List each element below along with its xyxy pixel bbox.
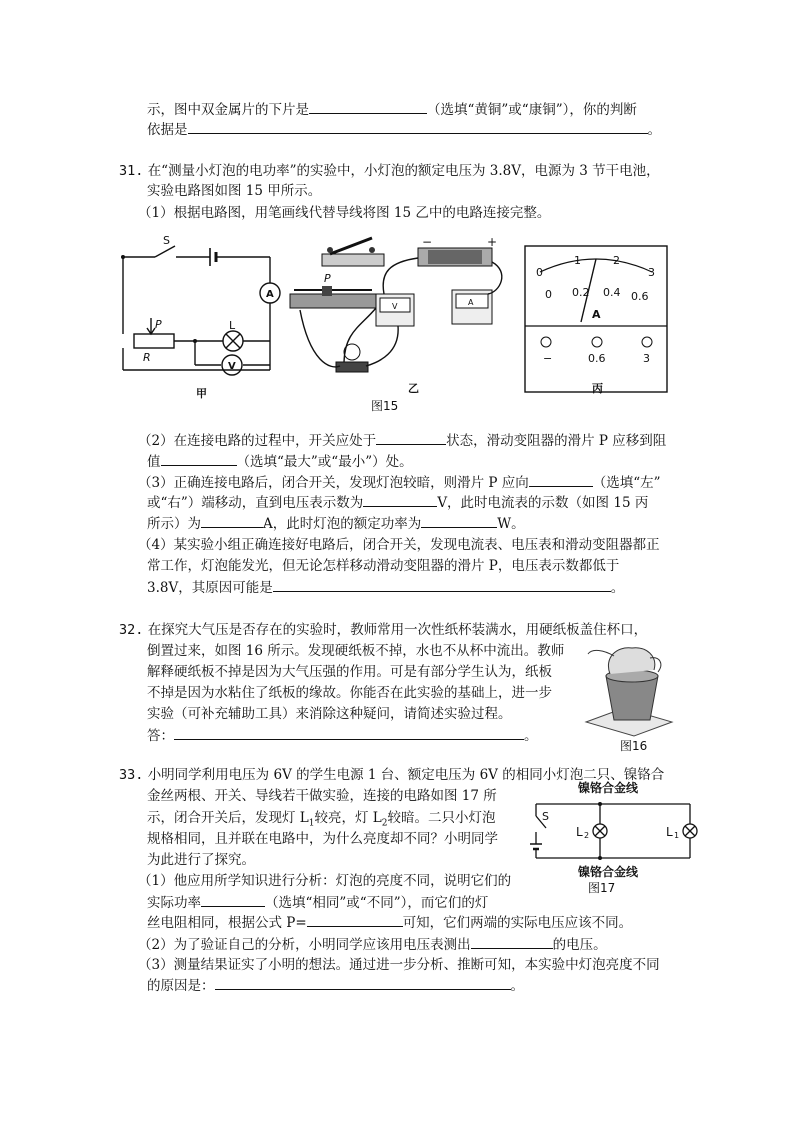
fig17-lamp-l1-sub: 1	[674, 831, 680, 840]
q32-line-1	[119, 620, 647, 640]
q33-part1-text-b: 实际功率	[147, 895, 201, 911]
q32-text-3: 解释硬纸板不掉是因为大气压强的作用。可是有部分学生认为，纸板	[147, 664, 552, 680]
battery-plus-label: +	[487, 235, 498, 249]
terminal-0-6: 0.6	[588, 352, 606, 365]
prev-line-1	[147, 99, 637, 120]
q33-text-5: 为此进行了探究。	[147, 852, 255, 868]
answer-blank-experiment[interactable]	[174, 725, 524, 740]
q33-text-3b: 较亮，灯 L	[314, 810, 382, 826]
q32-text-1: 在探究大气压是否存在的实验时，教师常用一次性纸杯装满水，用硬纸板盖住杯口，	[147, 622, 648, 638]
ammeter-label: A	[468, 298, 474, 307]
q33-text-1: 小明同学利用电压为 6V 的学生电源 1 台、额定电压为 6V 的相同小灯泡二只、镍铬合	[147, 767, 665, 783]
sub-label-jia: 甲	[196, 387, 207, 400]
dial-top-0: 0	[536, 266, 543, 279]
apparatus-yi	[290, 235, 502, 372]
prev-text-1a: 示，图中双金属片的下片是	[147, 102, 309, 118]
fig17-wire-bottom: 镍铬合金线	[578, 865, 639, 879]
sub-label-yi: 乙	[408, 382, 419, 395]
answer-blank-reason-low-voltage[interactable]	[273, 577, 611, 592]
label-switch-s: S	[163, 234, 170, 247]
answer-blank-measure-target[interactable]	[471, 934, 553, 949]
battery-minus-label: −	[422, 235, 433, 249]
prev-text-2a: 依据是	[147, 122, 188, 138]
answer-blank-actual-power[interactable]	[201, 892, 265, 907]
q31-part3-text-b: （选填“左”	[592, 475, 661, 491]
q31-part3-text-e: 所示）为	[147, 516, 201, 532]
fig17-wire-top: 镍铬合金线	[578, 781, 639, 795]
q33-part1-line3	[147, 912, 632, 933]
figure-17	[520, 778, 700, 898]
q31-part4-text-a: （4）某实验小组正确连接好电路后，闭合开关，发现电流表、电压表和滑动变阻器都正	[138, 537, 660, 553]
dial-top-3: 3	[648, 266, 655, 279]
q33-part3-text-b: 的原因是：	[147, 978, 215, 994]
q31-number: 31.	[119, 163, 144, 179]
q31-text-1: 在“测量小灯泡的电功率”的实验中，小灯泡的额定电压为 3.8V，电源为 3 节干电池，	[147, 163, 660, 179]
q33-part1-text-d: 丝电阻相同，根据公式 P=	[147, 915, 307, 931]
figure-15-caption: 图15	[371, 399, 399, 413]
q31-part4-line3	[147, 577, 624, 598]
q31-line-2	[147, 181, 321, 201]
answer-blank-resistance[interactable]	[161, 451, 237, 466]
answer-blank-formula[interactable]	[307, 912, 403, 927]
q32-text-4: 不掉是因为水粘住了纸板的缘故。你能否在此实验的基础上，进一步	[147, 685, 552, 701]
answer-blank-switch-state[interactable]	[376, 430, 446, 445]
q31-part2-text-a: （2）在连接电路的过程中，开关应处于	[138, 433, 377, 449]
dial-bottom-0-4: 0.4	[603, 286, 621, 299]
q31-part2-line1	[138, 430, 666, 451]
answer-blank-reason[interactable]	[188, 119, 648, 134]
q33-text-3c: 较暗。二只小灯泡	[387, 810, 496, 826]
answer-blank-direction[interactable]	[529, 472, 593, 487]
dial-bottom-0-6: 0.6	[631, 290, 649, 303]
q33-part1-line1	[138, 871, 511, 891]
q31-line-1	[119, 161, 660, 181]
q31-part3-line3	[147, 513, 525, 534]
q33-part1-text-c: （选填“相同”或“不同”），而它们的灯	[265, 895, 489, 911]
q33-part1-line2	[147, 892, 488, 913]
q31-part2-line2	[147, 451, 413, 472]
fig17-lamp-l2: L	[576, 825, 583, 839]
q31-part4-period: 。	[610, 580, 625, 596]
q33-line-4	[147, 829, 498, 849]
ammeter-dial-bing	[525, 246, 667, 392]
dial-unit-a: A	[592, 308, 601, 321]
q32-number: 32.	[119, 622, 144, 638]
q33-part3-period: 。	[510, 978, 524, 994]
q33-part1-text-e: 可知，它们两端的实际电压应该不同。	[402, 915, 633, 931]
voltmeter-label: V	[392, 302, 398, 311]
q31-text-2: 实验电路图如图 15 甲所示。	[147, 183, 322, 199]
q33-part3-line1	[138, 955, 660, 975]
q31-part3-line1	[138, 472, 661, 493]
voltmeter-symbol-label: V	[228, 361, 236, 372]
fig17-lamp-l1: L	[666, 825, 673, 839]
q31-part4-text-c: 3.8V，其原因可能是	[147, 580, 273, 596]
subscript-1: 1	[308, 818, 315, 829]
q31-part4-text-b: 常工作，灯泡能发光，但无论怎样移动滑动变阻器的滑片 P，电压表示数都低于	[147, 558, 620, 574]
q31-part1-text: （1）根据电路图，用笔画线代替导线将图 15 乙中的电路连接完整。	[138, 205, 551, 221]
q31-part2-text-d: （选填“最大”或“最小”）处。	[236, 454, 413, 470]
answer-blank-voltage[interactable]	[363, 492, 437, 507]
q31-part1	[138, 203, 550, 223]
q33-part2-text-a: （2）为了验证自己的分析，小明同学应该用电压表测出	[138, 937, 471, 953]
q33-number: 33.	[119, 767, 144, 783]
q31-part3-line2	[147, 492, 648, 513]
q31-part4-line2	[147, 556, 619, 576]
subscript-2: 2	[381, 818, 388, 829]
q33-line-2	[147, 786, 497, 806]
junction-dot	[193, 339, 197, 343]
q32-line-4	[147, 683, 552, 703]
q31-part3-text-c: 或“右”）端移动，直到电压表示数为	[147, 495, 364, 511]
q31-part4-line1	[138, 535, 660, 555]
q32-answer-label: 答：	[147, 728, 174, 744]
q31-part3-text-d: V，此时电流表的示数（如图 15 丙	[437, 495, 649, 511]
q33-part2-line	[138, 934, 607, 955]
q33-text-4: 规格相同，且并联在电路中，为什么亮度却不同？小明同学	[147, 831, 498, 847]
dial-top-1: 1	[574, 254, 581, 267]
q33-part3-line2	[147, 975, 524, 996]
prev-line-2	[147, 119, 661, 140]
answer-blank-lower-strip[interactable]	[309, 99, 427, 114]
junction-dot	[121, 255, 125, 259]
q33-line-5	[147, 850, 255, 870]
figure-17-caption: 图17	[588, 881, 616, 895]
q31-part3-text-g: W。	[497, 516, 525, 532]
label-slider-p: P	[155, 318, 162, 331]
terminal-minus: −	[543, 352, 553, 365]
q31-part3-text-a: （3）正确连接电路后，闭合开关，发现灯泡较暗，则滑片 P 应向	[138, 475, 529, 491]
dial-top-2: 2	[613, 254, 620, 267]
rheostat-slider-p: P	[324, 272, 331, 285]
figure-16	[584, 636, 684, 756]
q33-part1-text-a: （1）他应用所学知识进行分析：灯泡的亮度不同，说明它们的	[138, 873, 512, 889]
sub-label-bing: 丙	[592, 382, 603, 395]
q32-answer-line	[147, 725, 538, 746]
dial-bottom-0-2: 0.2	[572, 286, 590, 299]
q31-part2-text-c: 值	[147, 454, 161, 470]
q32-text-5: 实验（可补充辅助工具）来消除这种疑问，请简述实验过程。	[147, 706, 512, 722]
figure-16-caption: 图16	[620, 739, 648, 753]
label-lamp-l: L	[229, 319, 236, 332]
terminal-3: 3	[643, 352, 650, 365]
ammeter-symbol-label: A	[266, 289, 274, 300]
q32-line-2	[147, 641, 564, 661]
q32-line-5	[147, 704, 512, 724]
fig17-lamp-l2-sub: 2	[584, 831, 590, 840]
q33-text-3a: 示，闭合开关后，发现灯 L	[147, 810, 309, 826]
q32-line-3	[147, 662, 552, 682]
fig17-switch-s: S	[542, 810, 549, 823]
q33-part3-text-a: （3）测量结果证实了小明的想法。通过进一步分析、推断可知，本实验中灯泡亮度不同	[138, 957, 660, 973]
label-rheostat-r: R	[143, 351, 151, 364]
figure-15	[0, 232, 794, 432]
q31-part3-text-f: A，此时灯泡的额定功率为	[263, 516, 422, 532]
dial-bottom-0: 0	[545, 288, 552, 301]
q33-text-2: 金丝两根、开关、导线若干做实验，连接的电路如图 17 所	[147, 788, 497, 804]
answer-blank-brightness-cause[interactable]	[215, 975, 511, 990]
answer-blank-power[interactable]	[421, 513, 497, 528]
q32-text-2: 倒置过来，如图 16 所示。发现硬纸板不掉，水也不从杯中流出。教师	[147, 643, 565, 659]
answer-blank-current[interactable]	[201, 513, 263, 528]
q31-part2-text-b: 状态，滑动变阻器的滑片 P 应移到阻	[446, 433, 667, 449]
q33-part2-text-b: 的电压。	[552, 937, 607, 953]
prev-text-1b: （选填“黄铜”或“康铜”），你的判断	[427, 102, 637, 118]
prev-period: 。	[647, 122, 661, 138]
q32-period: 。	[524, 728, 538, 744]
